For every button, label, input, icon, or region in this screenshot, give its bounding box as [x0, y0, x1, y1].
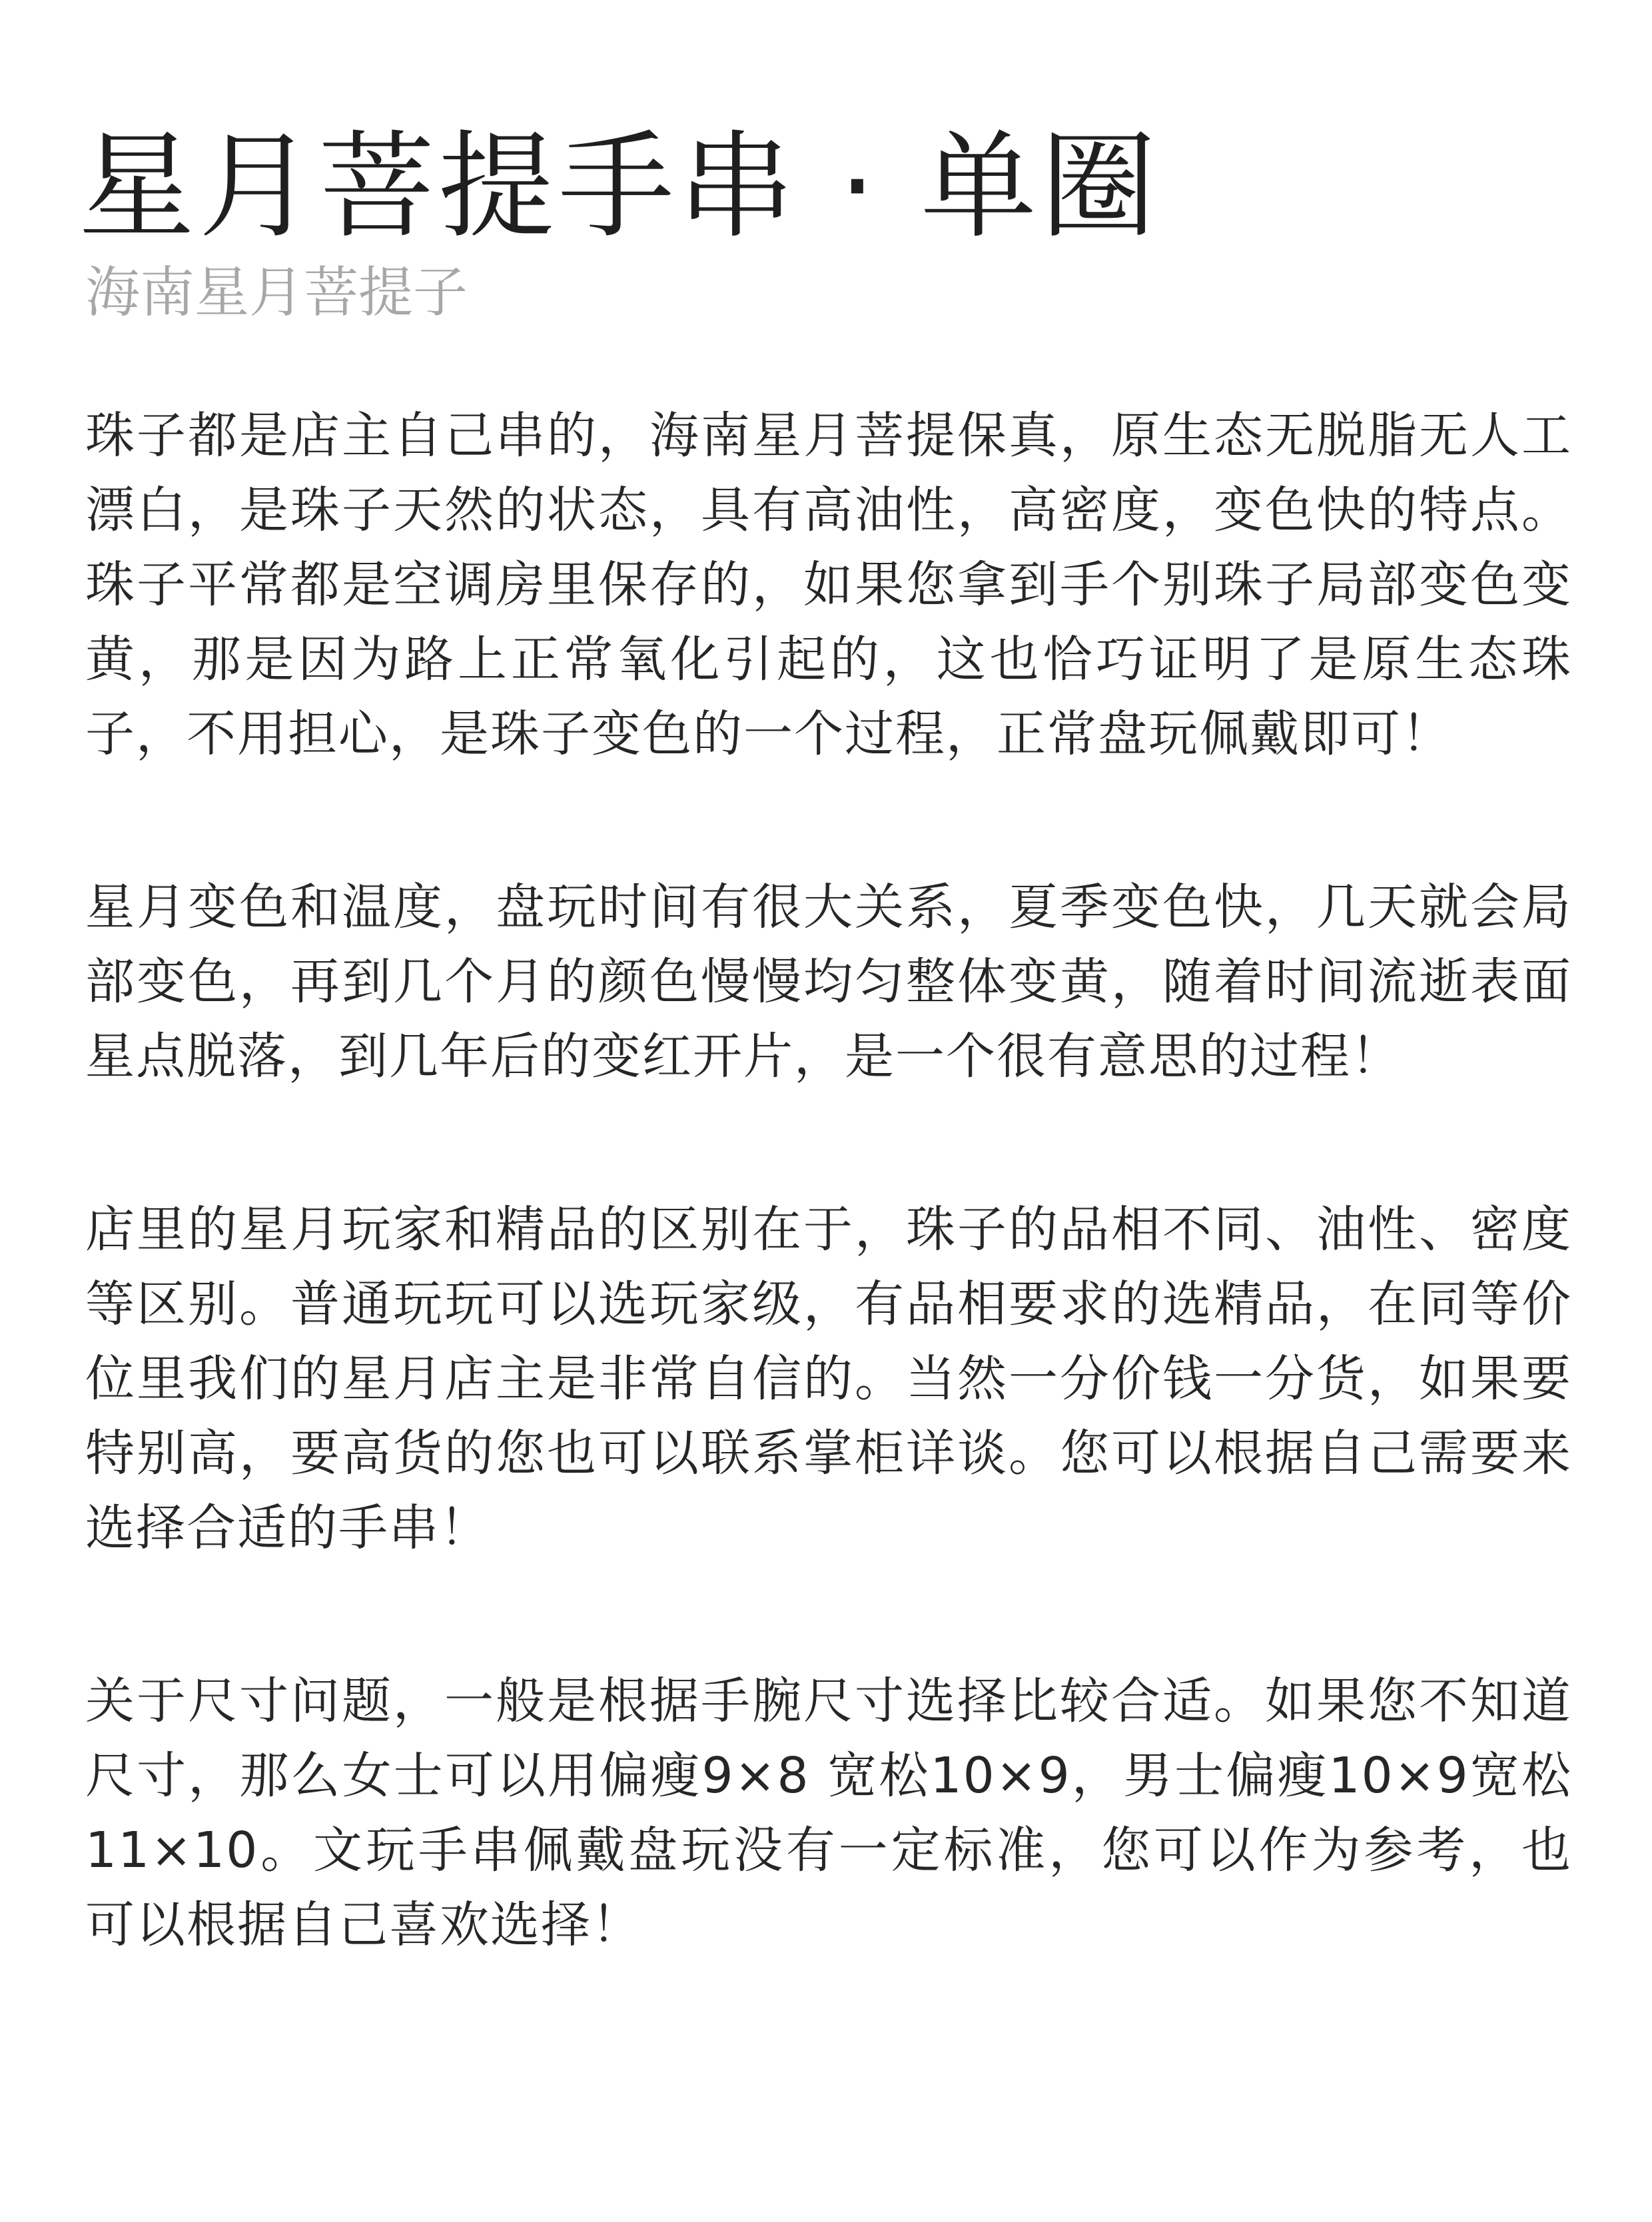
paragraph-authenticity: 珠子都是店主自己串的，海南星月菩提保真，原生态无脱脂无人工漂白，是珠子天然的状态，具有高油性，高密度，变色快的特点。珠子平常都是空调房里保存的，如果您拿到手个别珠子局部变色变黄，那是因为路上正常氧化引起的，这也恰巧证明了是原生态珠子，不用担心，是珠子变色的一个过程，正常盘玩佩戴即可！	[85, 407, 1572, 763]
paragraph-size-guide: 关于尺寸问题，一般是根据手腕尺寸选择比较合适。如果您不知道尺寸，那么女士可以用偏瘦9×8 宽松10×9，男士偏瘦10×9宽松11×10。文玩手串佩戴盘玩没有一定标准，您可以作为参考，也可以根据自己喜欢选择！	[85, 1672, 1572, 1954]
paragraph-color-change: 星月变色和温度，盘玩时间有很大关系，夏季变色快，几天就会局部变色，再到几个月的颜色慢慢均匀整体变黄，随着时间流逝表面星点脱落，到几年后的变红开片，是一个很有意思的过程！	[85, 879, 1572, 1085]
page-title: 星月菩提手串 · 单圈	[79, 119, 1160, 254]
paragraph-grade-difference: 店里的星月玩家和精品的区别在于，珠子的品相不同、油性、密度等区别。普通玩玩可以选玩家级，有品相要求的选精品，在同等价位里我们的星月店主是非常自信的。当然一分价钱一分货，如果要特别高，要高货的您也可以联系掌柜详谈。您可以根据自己需要来选择合适的手串！	[85, 1201, 1572, 1557]
page-subtitle: 海南星月菩提子	[85, 261, 468, 324]
description-body	[85, 398, 1572, 1962]
